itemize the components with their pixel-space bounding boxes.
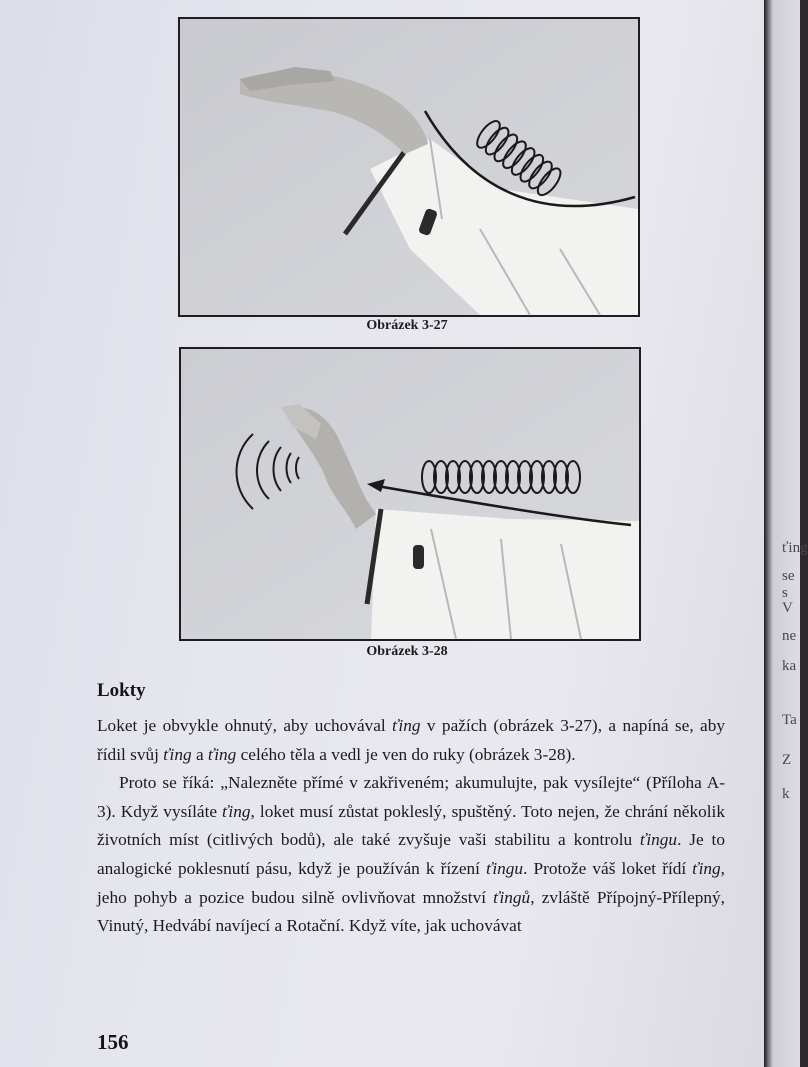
facing-page-fragment: Z [782, 752, 792, 768]
text-run: Loket je obvykle ohnutý, aby uchovával [97, 716, 393, 735]
text-run: Proto se říká: „Nalezněte přímé v zakřiveném; akumulujte, pak vysílejte“ (Příloha A-3). Když vysíláte [97, 773, 725, 821]
facing-page-fragment: se s [782, 568, 795, 601]
page-number: 156 [97, 1030, 129, 1054]
text-run: . Protože váš loket řídí [523, 858, 693, 878]
text-run: , zvláště Přípojný-Přílepný, Vinutý, Hedvábí navíjecí a Rotační. Když víte, jak uchovávat [97, 887, 726, 936]
facing-page-fragment: V [782, 600, 793, 616]
facing-page-fragment: Ta [782, 712, 797, 728]
text-run: , jeho pohyb a pozice budou silně ovlivňovat množství [97, 858, 725, 907]
facing-page-edge [764, 0, 808, 1067]
facing-page-fragment: ka [782, 658, 797, 674]
facing-page-fragment: ťing [782, 540, 808, 556]
italic-term: ťing [692, 858, 721, 878]
text-run: , loket musí zůstat pokleslý, spuštěný. Toto nejen, že chrání několik životních míst (citlivých bodů), ale také zvyšuje vaši stabilitu a kontrolu [97, 801, 725, 850]
body-text [97, 712, 725, 941]
italic-term: ťing [163, 744, 192, 764]
italic-term: ťing [392, 716, 421, 735]
figure-3-27-photo [180, 19, 638, 315]
paragraph-1 [97, 712, 725, 769]
figure-3-28-photo [181, 349, 639, 639]
figure-3-27-caption: Obrázek 3-27 [366, 318, 448, 333]
text-run: celého těla a vedl je ven do ruky (obrázek 3-28). [236, 744, 576, 764]
italic-term: ťingu [640, 830, 678, 850]
italic-term: ťing [222, 801, 251, 821]
italic-term: ťingů [493, 887, 531, 907]
text-run: a [191, 744, 208, 764]
facing-page-fragment: k [782, 786, 790, 802]
section-heading: Lokty [97, 680, 146, 701]
figure-3-28 [179, 347, 641, 641]
figure-3-28-caption: Obrázek 3-28 [366, 644, 448, 659]
italic-term: ťingu [486, 858, 524, 878]
text-run: v pažích (obrázek 3-27), a napíná se, aby řídil svůj [97, 716, 725, 764]
facing-page-fragment: ne [782, 628, 797, 644]
text-run: . Je to analogické poklesnutí pásu, když je používán k řízení [97, 830, 725, 878]
figure-3-27 [178, 17, 640, 317]
italic-term: ťing [207, 744, 237, 764]
paragraph-2 [97, 769, 725, 941]
